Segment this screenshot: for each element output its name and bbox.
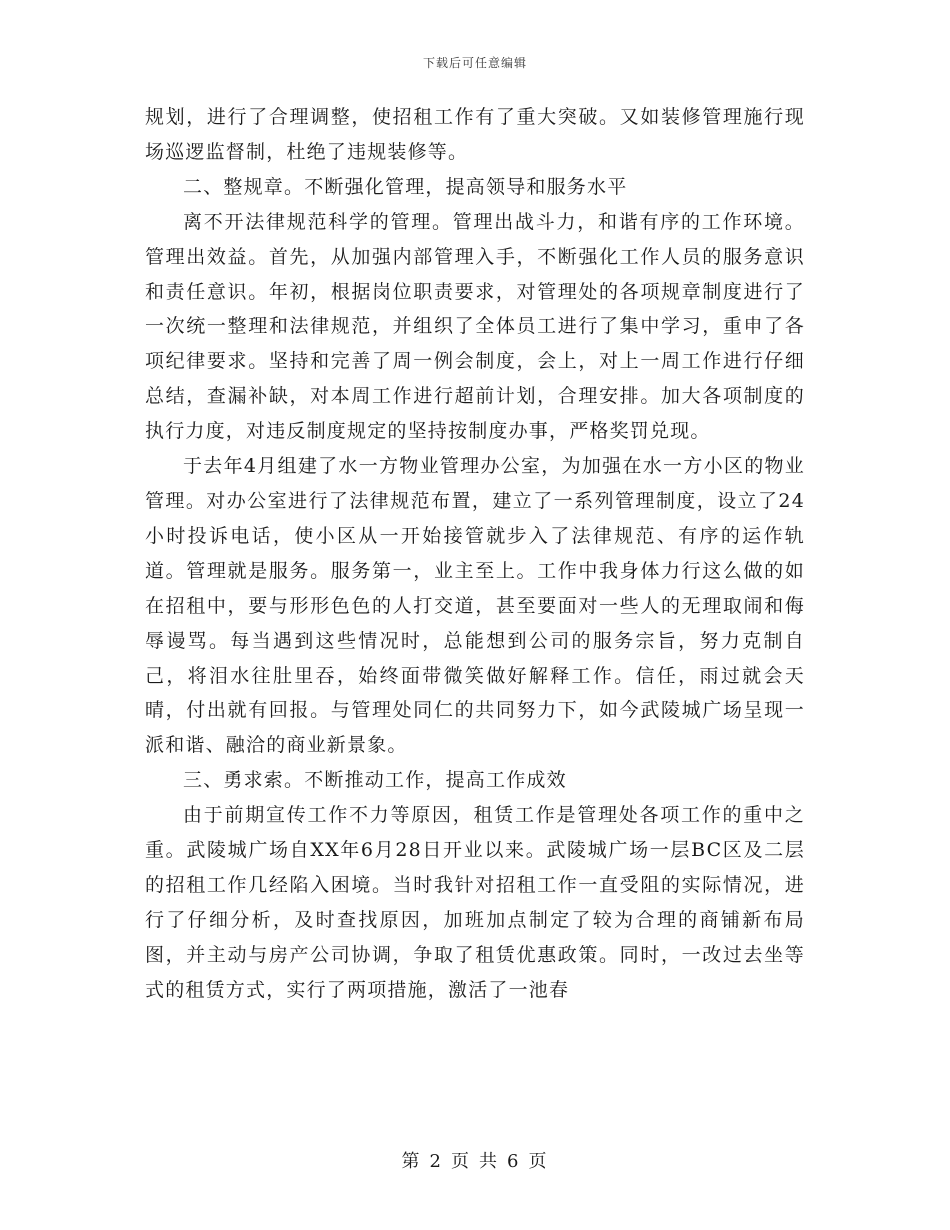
section-heading-3: 三、勇求索。不断推动工作，提高工作成效 <box>183 769 567 792</box>
paragraph-office-setup: 于去年4月组建了水一方物业管理办公室，为加强在水一方小区的物业管理。对办公室进行了法律规范布置，建立了一系列管理制度，设立了24小时投诉电话，使小区从一开始接管就步入了法律规范、有序的运作轨道。管理就是服务。服务第一，业主至上。工作中我身体力行这么做的如在招租中，要与形形色色的人打交道，甚至要面对一些人的无理取闹和侮辱谩骂。每当遇到这些情况时，总能想到公司的服务宗旨，努力克制自己，将泪水往肚里吞，始终面带微笑做好解释工作。信任，雨过就会天晴，付出就有回报。与管理处同仁的共同努力下，如今武陵城广场呈现一派和谐、融洽的商业新景象。 <box>145 455 805 757</box>
page-label-suffix: 页 <box>528 1151 549 1172</box>
paragraph-leasing: 由于前期宣传工作不力等原因，租赁工作是管理处各项工作的重中之重。武陵城广场自XX年6月28日开业以来。武陵城广场一层BC区及二层的招租工作几经陷入困境。当时我针对招租工作一直受阻的实际情况，进行了仔细分析，及时查找原因，加班加点制定了较为合理的商铺新布局图，并主动与房产公司协调，争取了租赁优惠政策。同时，一改过去坐等式的租赁方式，实行了两项措施，激活了一池春 <box>145 804 805 1001</box>
page-total: 6 <box>507 1151 521 1172</box>
paragraph-management: 离不开法律规范科学的管理。管理出战斗力，和谐有序的工作环境。管理出效益。首先，从加强内部管理入手，不断强化工作人员的服务意识和责任意识。年初，根据岗位职责要求，对管理处的各项规章制度进行了一次统一整理和法律规范，并组织了全体员工进行了集中学习，重申了各项纪律要求。坚持和完善了周一例会制度，会上，对上一周工作进行仔细总结，查漏补缺，对本周工作进行超前计划，合理安排。加大各项制度的执行力度，对违反制度规定的坚持按制度办事，严格奖罚兑现。 <box>145 210 805 443</box>
section-heading-2: 二、整规章。不断强化管理，提高领导和服务水平 <box>183 175 628 198</box>
page-current: 2 <box>429 1151 443 1172</box>
document-body <box>145 100 805 1008</box>
page-number-footer <box>0 1147 950 1173</box>
page-total-prefix: 共 <box>479 1151 499 1172</box>
paragraph-continuation: 规划，进行了合理调整，使招租工作有了重大突破。又如装修管理施行现场巡逻监督制，杜绝了违规装修等。 <box>145 106 805 163</box>
page-label-middle: 页 <box>451 1151 471 1172</box>
page-header-note: 下载后可任意编辑 <box>422 56 527 70</box>
page-label-prefix: 第 <box>401 1151 422 1172</box>
